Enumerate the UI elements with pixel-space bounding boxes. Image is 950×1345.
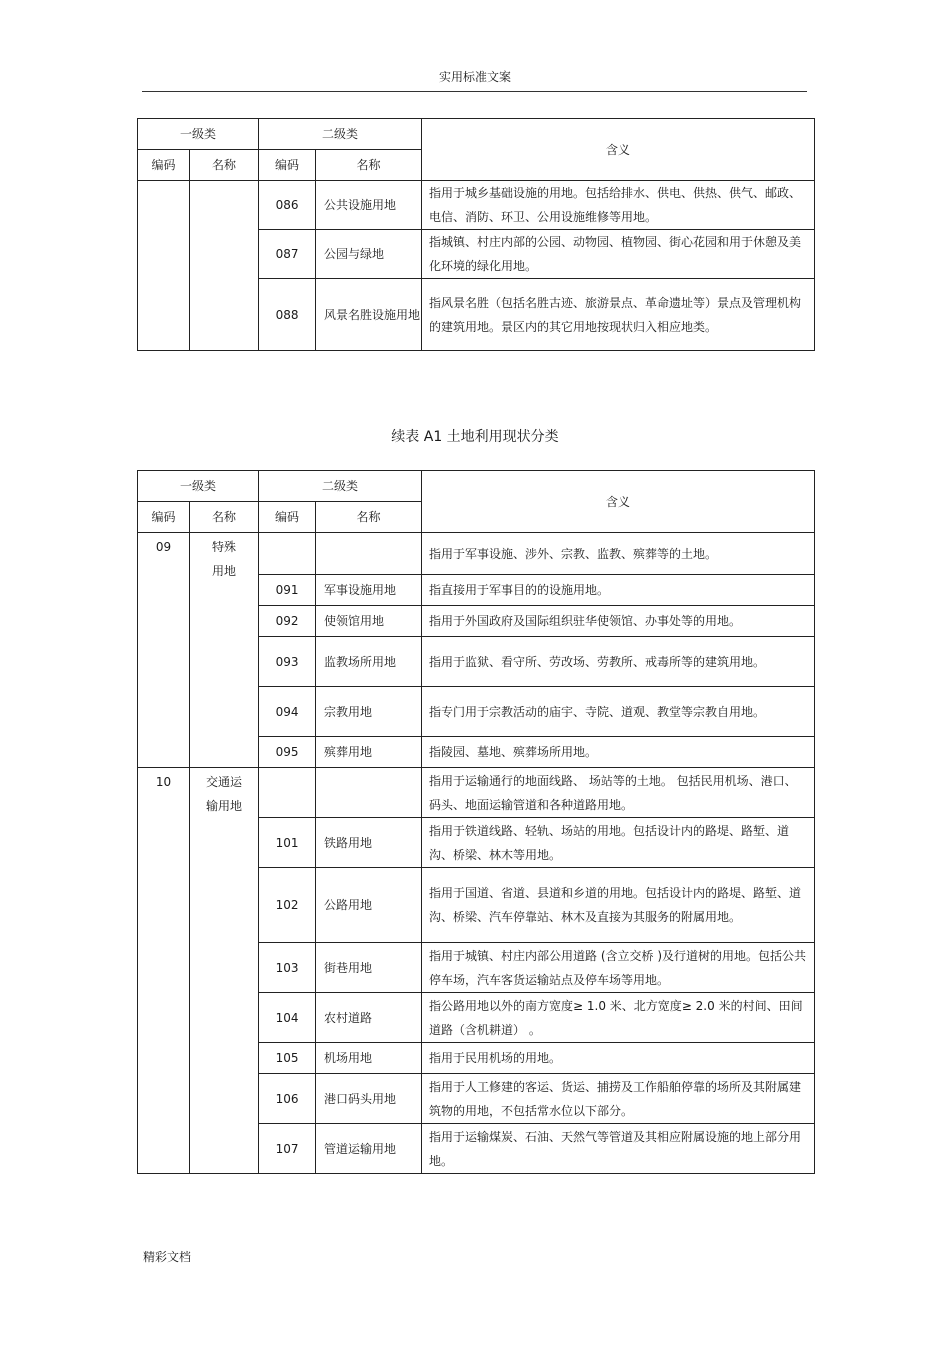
row-code: 092 xyxy=(259,606,316,637)
header-level1: 一级类 xyxy=(138,471,259,502)
row-code: 103 xyxy=(259,943,316,993)
row-meaning: 指风景名胜（包括名胜古迹、旅游景点、革命遗址等）景点及管理机构的建筑用地。景区内的其它用地按现状归入相应地类。 xyxy=(422,279,815,351)
header-code: 编码 xyxy=(138,150,190,181)
row-name: 使领馆用地 xyxy=(316,606,422,637)
page-header: 实用标准文案 xyxy=(438,70,511,84)
row-meaning: 指用于运输煤炭、石油、天然气等管道及其相应附属设施的地上部分用地。 xyxy=(422,1124,815,1174)
row-meaning: 指用于监狱、看守所、劳改场、劳教所、戒毒所等的建筑用地。 xyxy=(422,637,815,687)
row-name: 监教场所用地 xyxy=(316,637,422,687)
empty-cell xyxy=(138,181,190,351)
row-name: 公共设施用地 xyxy=(316,181,422,230)
land-use-table xyxy=(137,470,815,1174)
row-name: 铁路用地 xyxy=(316,818,422,868)
row-meaning: 指用于民用机场的用地。 xyxy=(422,1043,815,1074)
row-code: 106 xyxy=(259,1074,316,1124)
header-name: 名称 xyxy=(190,150,259,181)
header-code: 编码 xyxy=(259,150,316,181)
row-meaning: 指城镇、村庄内部的公园、动物园、植物园、街心花园和用于休憩及美化环境的绿化用地。 xyxy=(422,230,815,279)
group-code: 10 xyxy=(138,768,190,1174)
group-row xyxy=(138,768,815,818)
row-name: 农村道路 xyxy=(316,993,422,1043)
row-meaning: 指用于人工修建的客运、货运、捕捞及工作船舶停靠的场所及其附属建筑物的用地，不包括常水位以下部分。 xyxy=(422,1074,815,1124)
row-meaning: 指公路用地以外的南方宽度≥ 1.0 米、北方宽度≥ 2.0 米的村间、田间道路（含机耕道） 。 xyxy=(422,993,815,1043)
empty-cell xyxy=(316,768,422,818)
group-code: 09 xyxy=(138,533,190,768)
row-code: 105 xyxy=(259,1043,316,1074)
row-code: 094 xyxy=(259,687,316,737)
header-name: 名称 xyxy=(316,502,422,533)
row-code: 101 xyxy=(259,818,316,868)
header-divider xyxy=(142,91,807,92)
table-row xyxy=(138,181,815,230)
row-name: 公路用地 xyxy=(316,868,422,943)
row-code: 093 xyxy=(259,637,316,687)
row-meaning: 指陵园、墓地、殡葬场所用地。 xyxy=(422,737,815,768)
row-meaning: 指直接用于军事目的的设施用地。 xyxy=(422,575,815,606)
group-name xyxy=(190,768,259,1174)
empty-cell xyxy=(259,768,316,818)
row-code: 104 xyxy=(259,993,316,1043)
group-name xyxy=(190,533,259,768)
row-meaning: 指用于城镇、村庄内部公用道路 (含立交桥 )及行道树的用地。包括公共停车场，汽车客货运输站点及停车场等用地。 xyxy=(422,943,815,993)
table-caption: 续表 A1 土地利用现状分类 xyxy=(391,429,559,445)
header-name: 名称 xyxy=(190,502,259,533)
row-code: 088 xyxy=(259,279,316,351)
row-name: 机场用地 xyxy=(316,1043,422,1074)
group-name-line: 用地 xyxy=(212,564,237,578)
header-meaning: 含义 xyxy=(422,471,815,533)
header-code: 编码 xyxy=(138,502,190,533)
row-code: 102 xyxy=(259,868,316,943)
group-name-line: 交通运 xyxy=(206,775,243,789)
row-code: 086 xyxy=(259,181,316,230)
empty-cell xyxy=(190,181,259,351)
page-footer: 精彩文档 xyxy=(143,1250,192,1264)
header-level1: 一级类 xyxy=(138,119,259,150)
header-level2: 二级类 xyxy=(259,471,422,502)
row-meaning: 指专门用于宗教活动的庙宇、寺院、道观、教堂等宗教自用地。 xyxy=(422,687,815,737)
row-meaning: 指用于铁道线路、轻轨、场站的用地。包括设计内的路堤、路堑、道沟、桥梁、林木等用地。 xyxy=(422,818,815,868)
row-name: 宗教用地 xyxy=(316,687,422,737)
row-name: 风景名胜设施用地 xyxy=(316,279,422,351)
header-meaning: 含义 xyxy=(422,119,815,181)
row-name: 街巷用地 xyxy=(316,943,422,993)
header-level2: 二级类 xyxy=(259,119,422,150)
group-meaning: 指用于运输通行的地面线路、 场站等的土地。 包括民用机场、港口、码头、地面运输管道和各种道路用地。 xyxy=(422,768,815,818)
row-name: 港口码头用地 xyxy=(316,1074,422,1124)
header-name: 名称 xyxy=(316,150,422,181)
header-code: 编码 xyxy=(259,502,316,533)
group-row xyxy=(138,533,815,575)
row-code: 095 xyxy=(259,737,316,768)
row-code: 107 xyxy=(259,1124,316,1174)
empty-cell xyxy=(316,533,422,575)
empty-cell xyxy=(259,533,316,575)
row-meaning: 指用于外国政府及国际组织驻华使领馆、办事处等的用地。 xyxy=(422,606,815,637)
row-meaning: 指用于城乡基础设施的用地。包括给排水、供电、供热、供气、邮政、电信、消防、环卫、公用设施维修等用地。 xyxy=(422,181,815,230)
row-code: 091 xyxy=(259,575,316,606)
land-use-table-continued xyxy=(137,118,815,351)
row-meaning: 指用于国道、省道、县道和乡道的用地。包括设计内的路堤、路堑、道沟、桥梁、汽车停靠站、林木及直接为其服务的附属用地。 xyxy=(422,868,815,943)
row-name: 管道运输用地 xyxy=(316,1124,422,1174)
row-name: 公园与绿地 xyxy=(316,230,422,279)
group-meaning: 指用于军事设施、涉外、宗教、监教、殡葬等的土地。 xyxy=(422,533,815,575)
row-code: 087 xyxy=(259,230,316,279)
row-name: 军事设施用地 xyxy=(316,575,422,606)
group-name-line: 特殊 xyxy=(212,540,237,554)
group-name-line: 输用地 xyxy=(206,799,243,813)
row-name: 殡葬用地 xyxy=(316,737,422,768)
